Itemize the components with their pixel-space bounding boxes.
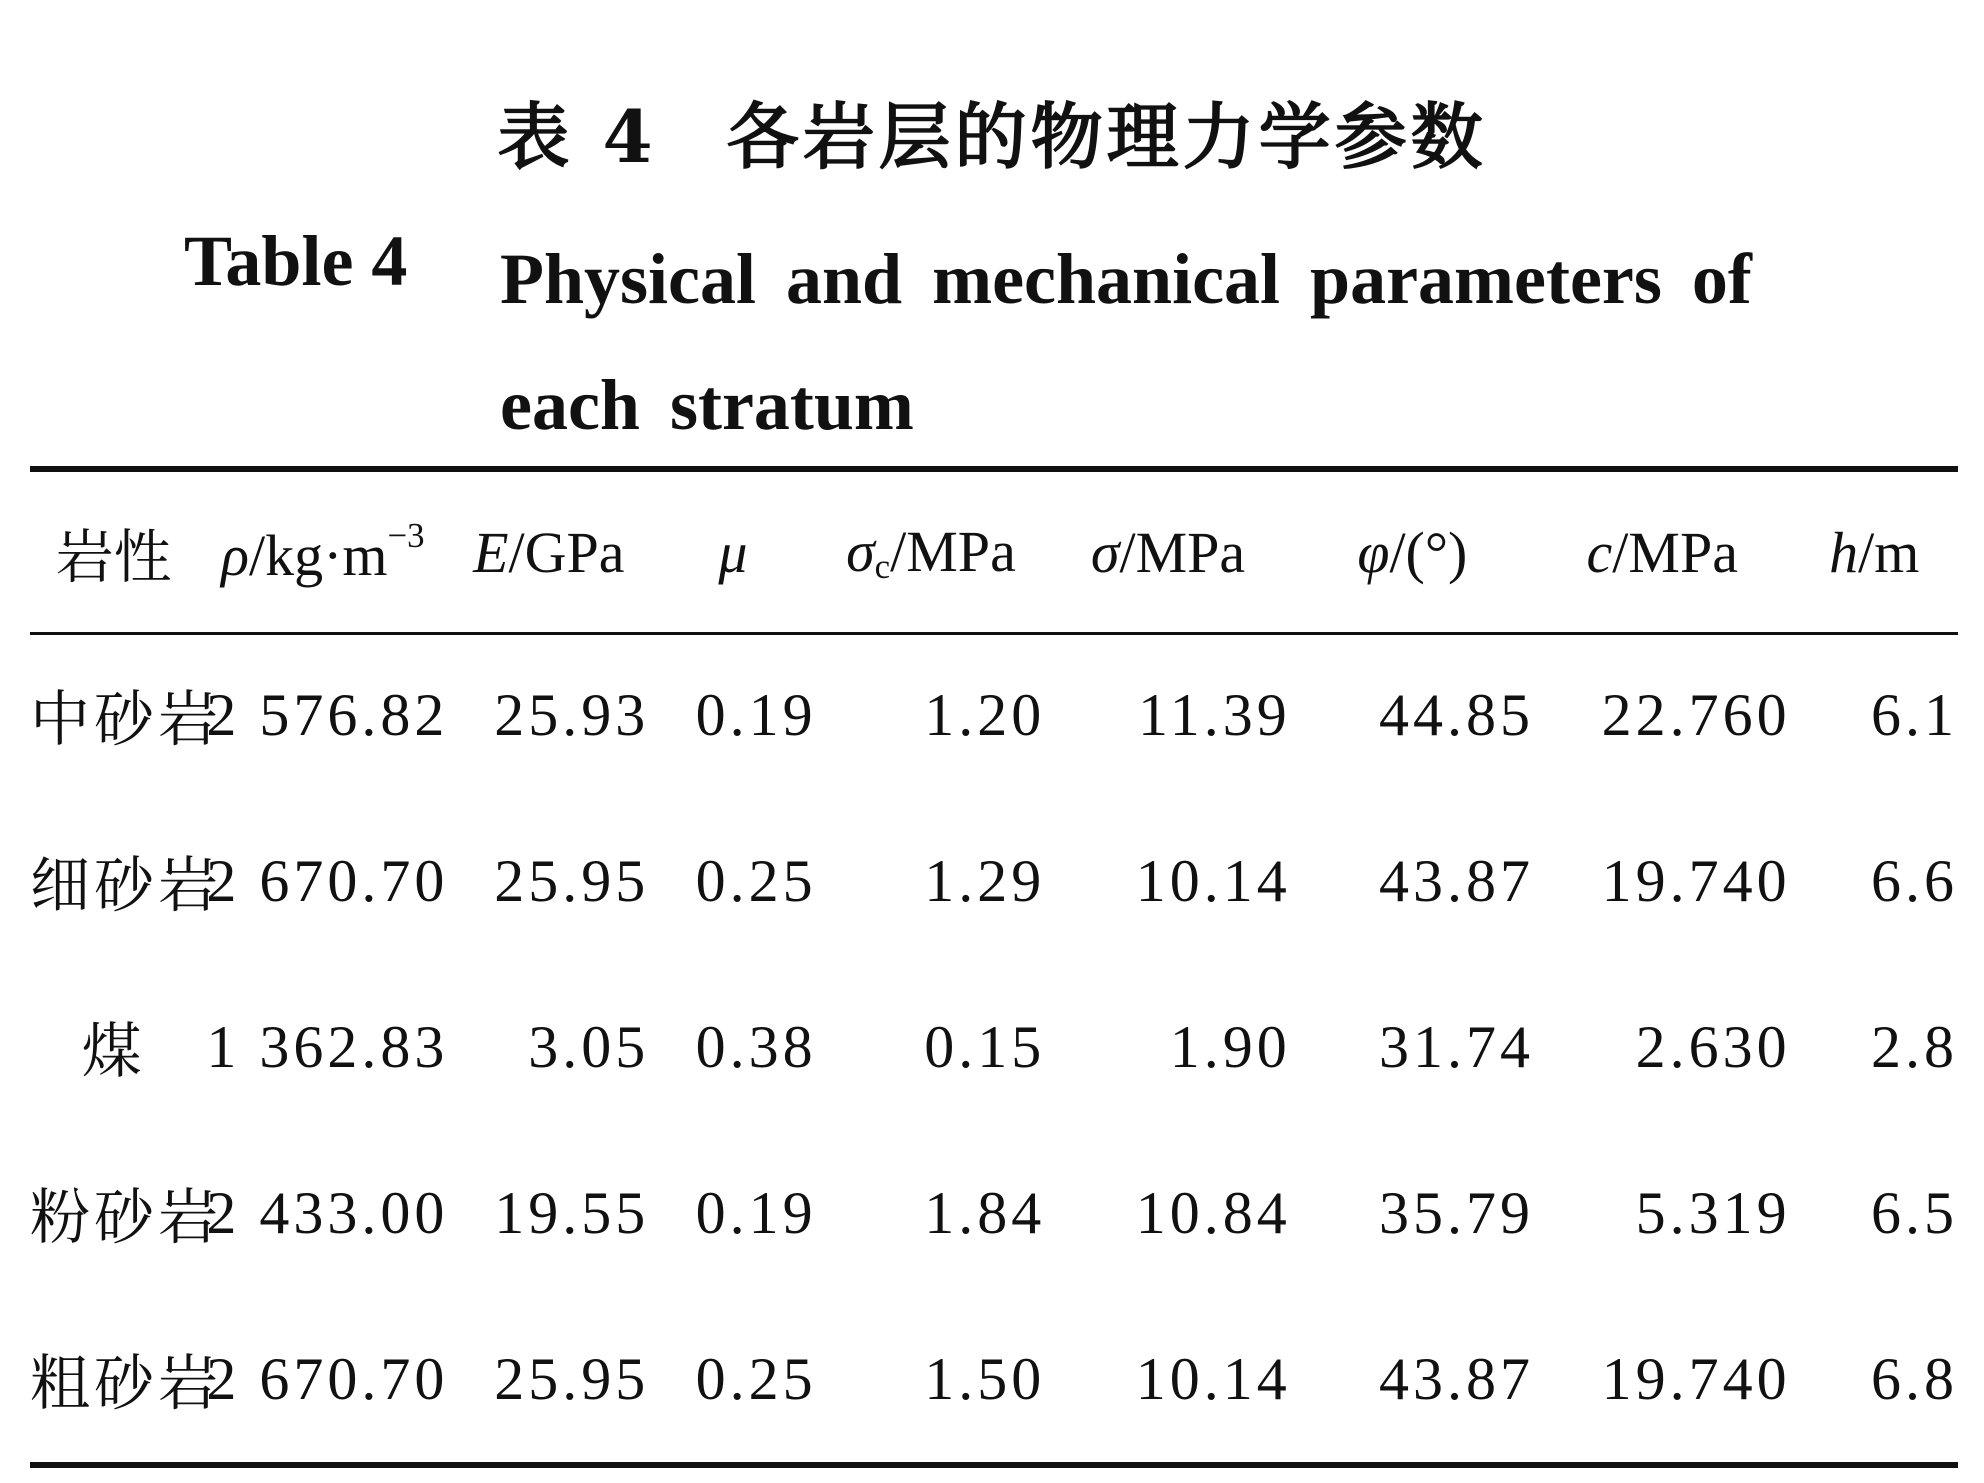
density-symbol: ρ [221, 522, 249, 588]
compressive-symbol: σ [846, 518, 875, 584]
caption-cn-title: 各岩层的物理力学参数 [726, 94, 1487, 179]
cell-rock-type: 细砂岩 [30, 853, 222, 919]
cell-friction-angle: 44.85 [1378, 681, 1534, 748]
cell-stress: 10.84 [1135, 1179, 1291, 1246]
modulus-unit: /GPa [508, 519, 625, 585]
cell-poisson-ratio: 0.19 [695, 681, 817, 748]
cell-stress: 10.14 [1135, 847, 1291, 914]
cell-friction-angle: 35.79 [1378, 1179, 1534, 1246]
cell-poisson-ratio: 0.25 [695, 847, 817, 914]
cell-rock-type: 粗砂岩 [30, 1351, 222, 1417]
cell-thickness: 6.1 [1871, 681, 1958, 748]
cell-rock-type: 粉砂岩 [30, 1185, 222, 1251]
thickness-unit: /m [1858, 519, 1920, 585]
header-poisson-ratio [649, 472, 816, 632]
density-unit: /kg·m [249, 522, 388, 588]
cell-rock-type: 煤 [81, 1019, 146, 1085]
cell-density: 1 362.83 [206, 1013, 449, 1080]
cell-friction-angle: 31.74 [1378, 1013, 1534, 1080]
header-elastic-modulus [448, 472, 649, 632]
cell-cohesion: 19.740 [1601, 847, 1791, 914]
header-friction-angle [1291, 472, 1534, 632]
cell-friction-angle: 43.87 [1378, 847, 1534, 914]
table-row [30, 632, 1958, 798]
cell-thickness: 6.6 [1871, 847, 1958, 914]
cell-density: 2 670.70 [206, 847, 449, 914]
caption-en-label: Table 4 [184, 221, 408, 301]
table-header-row [30, 472, 1958, 632]
table-row [30, 798, 1958, 964]
caption-cn-label: 表 4 [497, 94, 657, 179]
cell-elastic-modulus: 25.93 [494, 681, 650, 748]
compressive-unit: /MPa [890, 518, 1016, 584]
table-row [30, 1296, 1958, 1462]
table-row [30, 964, 1958, 1130]
cell-poisson-ratio: 0.19 [695, 1179, 817, 1246]
cell-elastic-modulus: 25.95 [494, 847, 650, 914]
modulus-symbol: E [473, 519, 509, 585]
cell-rock-type: 中砂岩 [30, 687, 222, 753]
cell-cohesion: 22.760 [1601, 681, 1791, 748]
header-rock-type: 岩性 [55, 525, 172, 590]
friction-symbol: φ [1357, 519, 1390, 585]
cell-cohesion: 19.740 [1601, 1345, 1791, 1412]
cell-compressive-strength: 1.20 [924, 681, 1046, 748]
stress-unit: /MPa [1119, 519, 1246, 585]
density-exponent: −3 [387, 515, 425, 555]
cell-stress: 1.90 [1169, 1013, 1291, 1080]
cell-elastic-modulus: 3.05 [528, 1013, 650, 1080]
cell-poisson-ratio: 0.25 [695, 1345, 817, 1412]
poisson-symbol: μ [718, 519, 748, 585]
thickness-symbol: h [1829, 519, 1859, 585]
cell-thickness: 6.8 [1871, 1345, 1958, 1412]
cell-compressive-strength: 1.50 [924, 1345, 1046, 1412]
table-bottom-rule [30, 1462, 1958, 1468]
header-compressive-strength [817, 472, 1046, 632]
cell-density: 2 576.82 [206, 681, 449, 748]
cohesion-unit: /MPa [1612, 519, 1738, 585]
cell-density: 2 433.00 [206, 1179, 449, 1246]
table-caption-chinese [0, 92, 1984, 182]
parameters-table [30, 472, 1958, 1462]
cell-density: 2 670.70 [206, 1345, 449, 1412]
cell-thickness: 6.5 [1871, 1179, 1958, 1246]
table-row [30, 1130, 1958, 1296]
header-stress [1045, 472, 1290, 632]
cell-cohesion: 2.630 [1635, 1013, 1791, 1080]
cohesion-symbol: c [1586, 519, 1613, 585]
stress-symbol: σ [1090, 519, 1120, 585]
cell-compressive-strength: 1.84 [924, 1179, 1046, 1246]
cell-cohesion: 5.319 [1635, 1179, 1791, 1246]
friction-unit: /(°) [1389, 519, 1468, 585]
cell-poisson-ratio: 0.38 [695, 1013, 817, 1080]
caption-en-title: Physical and mechanical parameters of each stratum [500, 239, 1752, 445]
cell-elastic-modulus: 25.95 [494, 1345, 650, 1412]
cell-elastic-modulus: 19.55 [494, 1179, 650, 1246]
cell-stress: 10.14 [1135, 1345, 1291, 1412]
cell-friction-angle: 43.87 [1378, 1345, 1534, 1412]
cell-thickness: 2.8 [1871, 1013, 1958, 1080]
cell-compressive-strength: 1.29 [924, 847, 1046, 914]
header-density [197, 472, 448, 632]
compressive-subscript: c [874, 546, 891, 586]
cell-stress: 11.39 [1137, 681, 1291, 748]
header-thickness [1791, 472, 1958, 632]
cell-compressive-strength: 0.15 [924, 1013, 1046, 1080]
header-cohesion [1534, 472, 1791, 632]
